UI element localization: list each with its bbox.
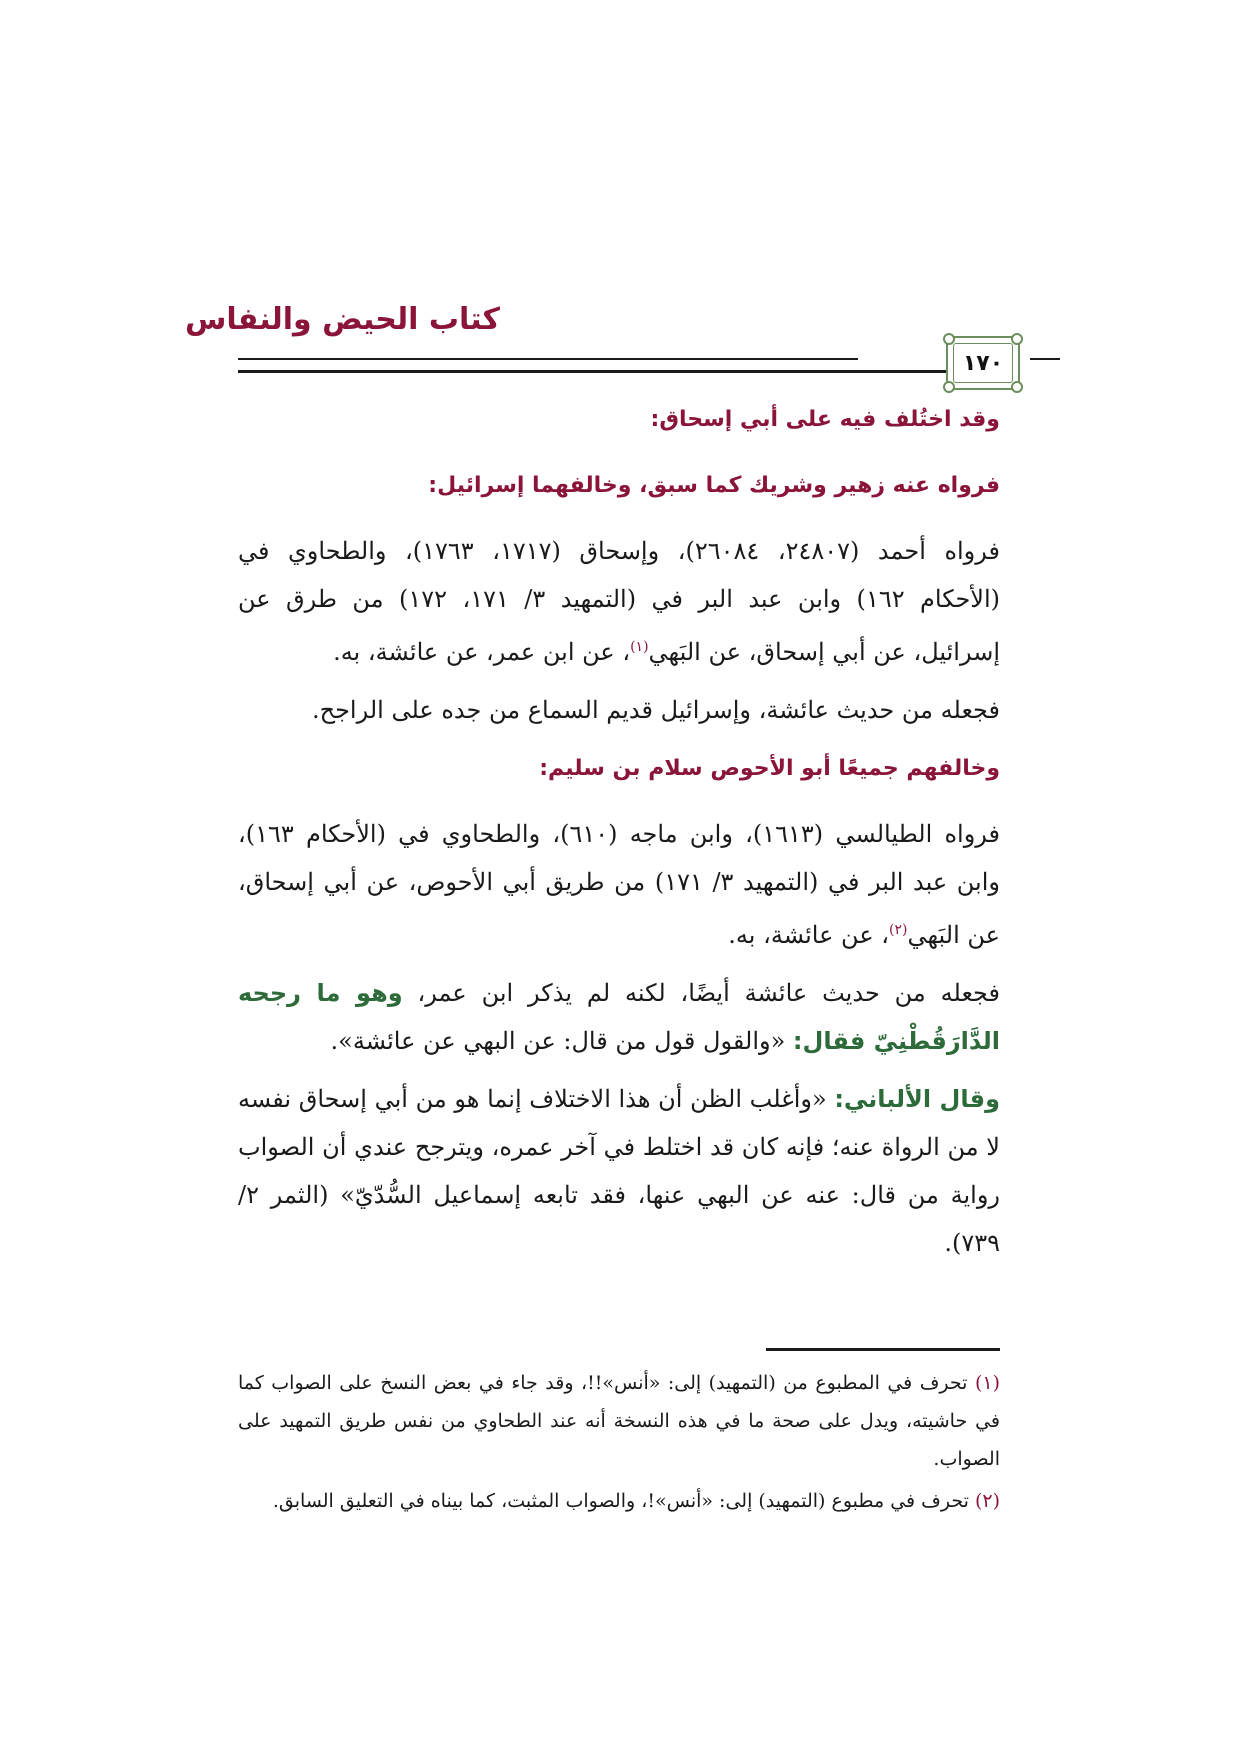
footnotes xyxy=(238,1364,1000,1524)
header-rule xyxy=(1030,358,1060,360)
section-heading: وخالفهم جميعًا أبو الأحوص سلام بن سليم: xyxy=(539,756,1000,781)
footnote: (١) تحرف في المطبوع من (التمهيد) إلى: «أنس»!!، وقد جاء في بعض النسخ على الصواب كما في حاشيته، ويدل على صحة ما في هذه النسخة أنه عند الطحاوي من نفس طريق التمهيد على الصواب. xyxy=(238,1372,1000,1470)
highlighted-phrase: وقال الألباني: xyxy=(834,1085,1000,1113)
ornament-corner xyxy=(1011,333,1023,345)
paragraph: فرواه أحمد (٢٤٨٠٧، ٢٦٠٨٤)، وإسحاق (١٧١٧، ١٧٦٣)، والطحاوي في (الأحكام ١٦٢) وابن عبد البر في (التمهيد ٣/ ١٧١، ١٧٢) من طرق عن إسرائيل، عن أبي إسحاق، عن البَهي$^{(١)}$، عن ابن عمر، عن عائشة، به. xyxy=(238,537,1001,666)
paragraph: وقال الألباني: «وأغلب الظن أن هذا الاختلاف إنما هو من أبي إسحاق نفسه لا من الرواة عنه؛ فإنه كان قد اختلط في آخر عمره، ويترجح عندي أن الصواب رواية من قال: عنه عن البهي عنها، فقد تابعه إسماعيل السُّدّيّ» (الثمر ٢/ ٧٣٩). xyxy=(238,1085,1000,1257)
main-text xyxy=(238,395,1000,1277)
ornament-corner xyxy=(943,381,955,393)
highlighted-phrase: وهو ما رجحه الدَّارَقُطْنِيّ فقال: xyxy=(238,979,1000,1055)
header-rule-thick xyxy=(238,370,1000,373)
footnote-ref[interactable]: (٢) xyxy=(889,922,908,938)
footnote-separator xyxy=(766,1348,1000,1351)
running-header-title: كتاب الحيض والنفاس xyxy=(184,302,500,337)
paragraph: فجعله من حديث عائشة، وإسرائيل قديم السماع من جده على الراجح. xyxy=(311,696,1000,724)
ornament-corner xyxy=(1011,381,1023,393)
footnote: (٢) تحرف في مطبوع (التمهيد) إلى: «أنس»!، والصواب المثبت، كما بيناه في التعليق السابق. xyxy=(272,1490,1000,1512)
paragraph: فرواه الطيالسي (١٦١٣)، وابن ماجه (٦١٠)، والطحاوي في (الأحكام ١٦٣)، وابن عبد البر في (التمهيد ٣/ ١٧١) من طريق أبي الأحوص، عن أبي إسحاق، عن البَهي$^{(٢)}$، عن عائشة، به. xyxy=(238,820,1001,949)
section-heading: وقد اختُلف فيه على أبي إسحاق: xyxy=(650,407,1000,432)
page-number-ornament xyxy=(946,336,1020,390)
section-heading: فرواه عنه زهير وشريك كما سبق، وخالفهما إسرائيل: xyxy=(428,473,1000,498)
page-number: ١٧٠ xyxy=(962,350,1004,376)
footnote-ref[interactable]: (١) xyxy=(630,639,649,655)
header-rule xyxy=(238,358,858,360)
paragraph: فجعله من حديث عائشة أيضًا، لكنه لم يذكر ابن عمر، وهو ما رجحه الدَّارَقُطْنِيّ فقال: «والقول قول من قال: عن البهي عن عائشة». xyxy=(238,979,1000,1055)
